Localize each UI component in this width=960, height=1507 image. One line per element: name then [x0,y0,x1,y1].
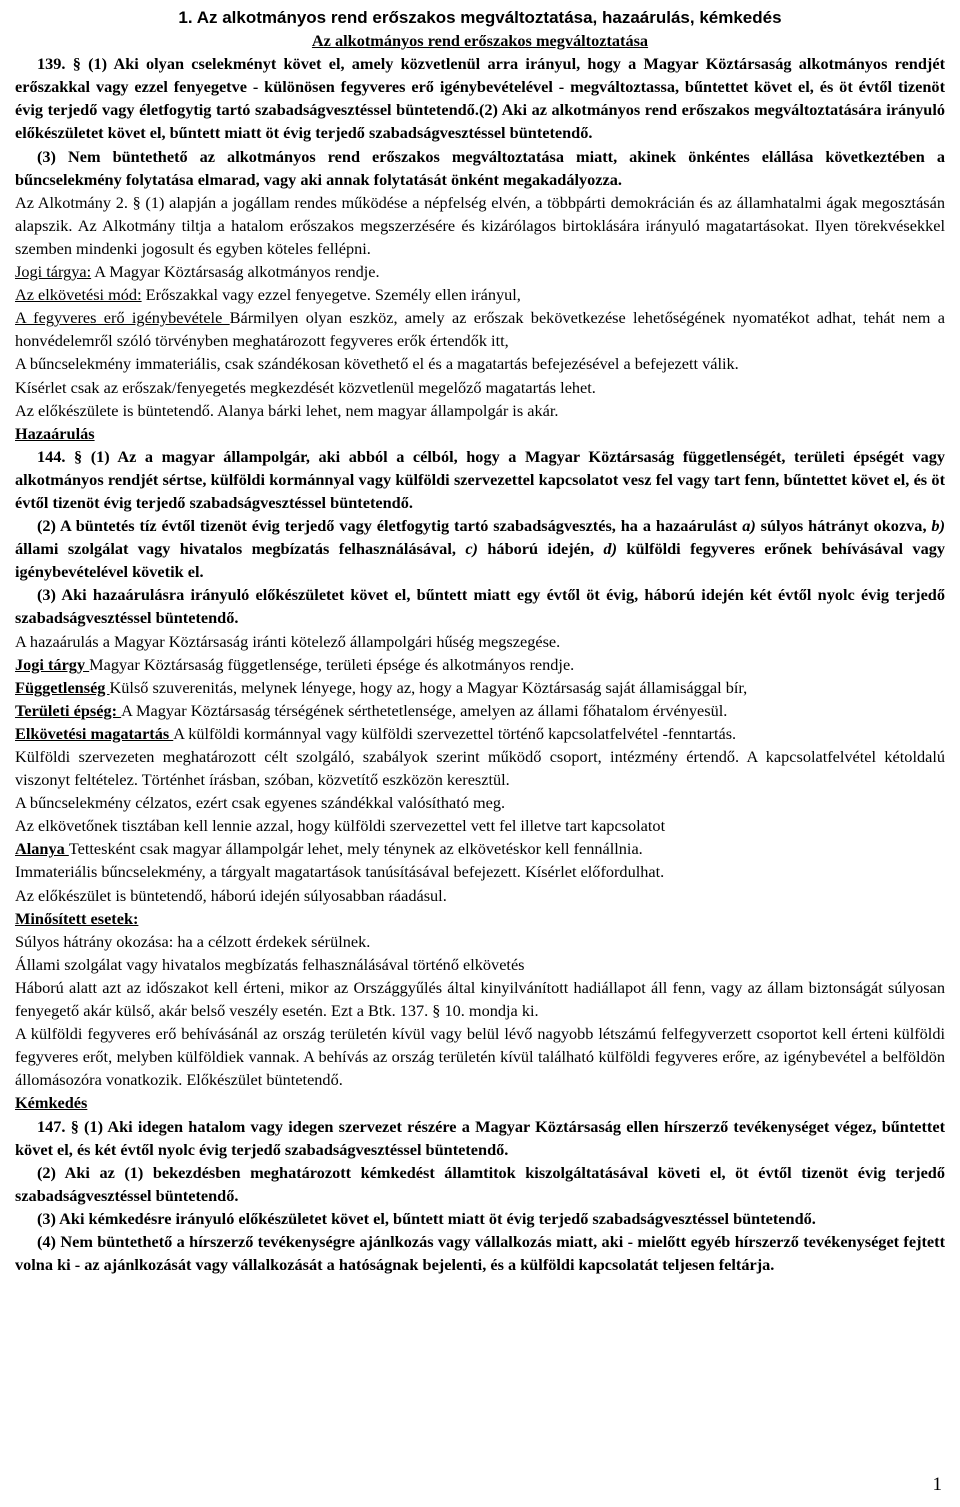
line-jogi-targy [15,653,945,676]
heading-minositett-esetek: Minősített esetek: [15,908,139,928]
text-line: Immateriális bűncselekmény, a tárgyalt magatartások tanúsításával befejezett. Kísérlet előfordulhat. [15,862,665,882]
teruleti-epseg-text: A Magyar Köztársaság térségének sérthetetlensége, amelyen az állami főhatalom érvényesül. [121,700,728,720]
fuggetlenseg-label: Függetlenség [15,677,110,697]
line-teruleti-epseg [15,699,945,722]
text-paragraph: Külföldi szervezeten meghatározott célt szolgáló, szabályok szerint működő csoport, intézmény értendő. A kapcsolatfelvétel kétoldalú viszonyt feltételez. Történhet írásban, szóban, közvetítő eszközön keresztül. [15,747,945,790]
paragraph-alkotmany: Az Alkotmány 2. § (1) alapján a jogállam rendes működése a népfelség elvén, a többpárti demokrácián és az államhatalmi ágak megosztásán alapszik. Az Alkotmány tiltja a hatalom erőszakos megszerzésére és kizárólagos birtoklására irányuló magatartásokat. Ilyen törekvésekkel szemben mindenki jogosult és egyben köteles fellépni. [15,192,945,258]
item-marker: a) [742,516,756,536]
text-line: Az elkövetőnek tisztában kell lennie azzal, hogy külföldi szervezettel vett fel illetve tart kapcsolatot [15,816,666,836]
text-line: A hazaárulás a Magyar Köztársaság iránti kötelező állampolgári hűség megszegése. [15,631,561,651]
text-line: Az előkészület is büntetendő, háború idején súlyosabban ráadásul. [15,885,447,905]
text-span: állami szolgálat vagy hivatalos megbízatás felhasználásával, [15,539,466,559]
item-marker: c) [465,539,478,559]
heading-hazaarulas: Hazaárulás [15,423,95,443]
paragraph-147-2: (2) Aki az (1) bekezdésben meghatározott kémkedést államtitok kiszolgáltatásával követi el, öt évtől tizenöt évig terjedő szabadságvesztéssel büntetendő. [15,1162,945,1205]
page-number: 1 [932,1474,942,1495]
heading-kemkedes: Kémkedés [15,1093,88,1113]
text-line: A bűncselekmény immateriális, csak szándékosan követhető el és a magatartás befejezésével a befejezett válik. [15,354,739,374]
elkovetesi-mod-label: Az elkövetési mód: [15,285,142,305]
paragraph-147-1: 147. § (1) Aki idegen hatalom vagy idegen szervezet részére a Magyar Köztársaság ellen hírszerző tevékenységet végez, bűntettet követ el, és két évtől nyolc évig terjedő szabadságvesztéssel büntetendő. [15,1116,945,1159]
jogi-targya-text: A Magyar Köztársaság alkotmányos rendje. [91,262,380,282]
page-title: 1. Az alkotmányos rend erőszakos megváltoztatása, hazaárulás, kémkedés [178,8,782,27]
text-line: Súlyos hátrány okozása: ha a célzott érdekek sérülnek. [15,931,371,951]
paragraph-144-3: (3) Aki hazaárulásra irányuló előkészületet követ el, bűntett miatt egy évtől öt évig, háború idején két évtől nyolc évig terjedő szabadságvesztéssel büntetendő. [15,585,945,628]
text-paragraph: A külföldi fegyveres erő behívásánál az ország területén kívül vagy belül lévő nagyobb létszámú felfegyverzett csoportot kell érteni külföldi fegyveres erőt, melyben külföldiek vannak. A behívás az ország területén kívül található külföldi fegyveres erőre, az igénybevétel a belföldön állomásozóra vonatkozik. Előkészület büntetendő. [15,1024,945,1090]
fuggetlenseg-text: Külső szuverenitás, melynek lényege, hogy az, hogy a Magyar Köztársaság saját államisággal bír, [109,677,748,697]
paragraph-144-2 [15,514,945,583]
line-alanya [15,837,945,860]
document-page [15,6,945,1276]
alanya-label: Alanya [15,839,69,859]
jogi-targy-label: Jogi tárgy [15,654,90,674]
elkovetesi-mod-text: Erőszakkal vagy ezzel fenyegetve. Személy ellen irányul, [141,285,521,305]
teruleti-epseg-label: Területi épség: [15,700,122,720]
text-span: külföldi fegyveres erőnek behívásával vagy igénybevételével követik el. [15,539,945,582]
text-span: súlyos hátrányt okozva, [755,516,932,536]
text-line: Az előkészülete is büntetendő. Alanya bárki lehet, nem magyar állampolgár is akár. [15,400,559,420]
text-span: (2) A büntetés tíz évtől tizenöt évig terjedő vagy életfogytig tartó szabadságvesztés, ha a hazaárulást [37,516,743,536]
paragraph-139-1-2: 139. § (1) Aki olyan cselekményt követ el, amely közvetlenül arra irányul, hogy a Magyar Köztársaság alkotmányos rendjét erőszakkal vagy ezzel fenyegetve - különösen fegyveres erő igénybevételével - megváltoztassa, bűntettet követ el, és öt évtől tizenöt évig terjedő vagy életfogytig tartó szabadságvesztéssel büntetendő.(2) Aki az alkotmányos rend erőszakos megváltoztatására irányuló előkészületet követ el, bűntett miatt öt évig terjedő szabadságvesztéssel büntetendő. [15,54,945,143]
text-line: Kísérlet csak az erőszak/fenyegetés megkezdését közvetlenül megelőző magatartás lehet. [15,377,596,397]
text-span: háború idején, [477,539,604,559]
line-fegyveres-ero [15,306,945,352]
jogi-targy-text: Magyar Köztársaság függetlensége, területi épsége és alkotmányos rendje. [89,654,575,674]
paragraph-147-3: (3) Aki kémkedésre irányuló előkészületet követ el, bűntett miatt öt évig terjedő szabadságvesztéssel büntetendő. [37,1208,816,1228]
text-line: A bűncselekmény célzatos, ezért csak egyenes szándékkal valósítható meg. [15,793,506,813]
alanya-text: Tettesként csak magyar állampolgár lehet, mely ténynek az elkövetéskor kell fennállnia. [68,839,643,859]
paragraph-139-3: (3) Nem büntethető az alkotmányos rend erőszakos megváltoztatása miatt, akinek önkéntes elállása következtében a bűncselekmény folytatása elmarad, vagy aki annak folytatását önként megakadályozza. [15,146,945,189]
item-marker: d) [603,539,617,559]
line-elkovetesi-magatartas [15,722,945,745]
section-subtitle: Az alkotmányos rend erőszakos megváltoztatása [311,31,649,51]
elkovetesi-magatartas-text: A külföldi kormánnyal vagy külföldi szervezettel történő kapcsolatfelvétel -fenntartás. [173,723,737,743]
text-paragraph: Háború alatt azt az időszakot kell érteni, mikor az Országgyűlés által kinyilvánított hadiállapot áll fenn, vagy az állam biztonságát súlyosan fenyegető akár külső, akár belső veszély esetén. Ezt a Btk. 137. § 10. mondja ki. [15,977,945,1021]
fegyveres-ero-text: Bármilyen olyan eszköz, amely az erőszak bekövetkezése lehetőségének nyomatékot adhat, tehát nem a honvédelemről szóló törvényben meghatározott fegyveres erők értendők itt, [15,308,945,351]
elkovetesi-magatartas-label: Elkövetési magatartás [15,723,174,743]
item-marker: b) [931,516,945,536]
line-jogi-targya [15,260,945,283]
jogi-targya-label: Jogi tárgya: [15,262,92,282]
line-elkovetesi-mod [15,283,945,306]
paragraph-147-4: (4) Nem büntethető a hírszerző tevékenységre ajánlkozás vagy vállalkozás miatt, aki - mielőtt egyéb hírszerző tevékenységet fejtett volna ki - az ajánlkozását vagy vállalkozását a hatóságnak bejelenti, és a külföldi kapcsolatát teljesen feltárja. [15,1231,945,1275]
line-fuggetlenseg [15,676,945,699]
paragraph-144-1: 144. § (1) Az a magyar állampolgár, aki abból a célból, hogy a Magyar Köztársaság függetlenségét, területi épségét vagy alkotmányos rendjét sértse, külföldi kormánnyal vagy külföldi szervezettel kapcsolatot vesz fel vagy tart fenn, bűntettet követ el, és öt évtől tizenöt évig terjedő szabadságvesztéssel büntetendő. [15,446,945,512]
fegyveres-ero-label: A fegyveres erő igénybevétele [15,308,230,328]
text-line: Állami szolgálat vagy hivatalos megbízatás felhasználásával történő elkövetés [15,954,525,974]
